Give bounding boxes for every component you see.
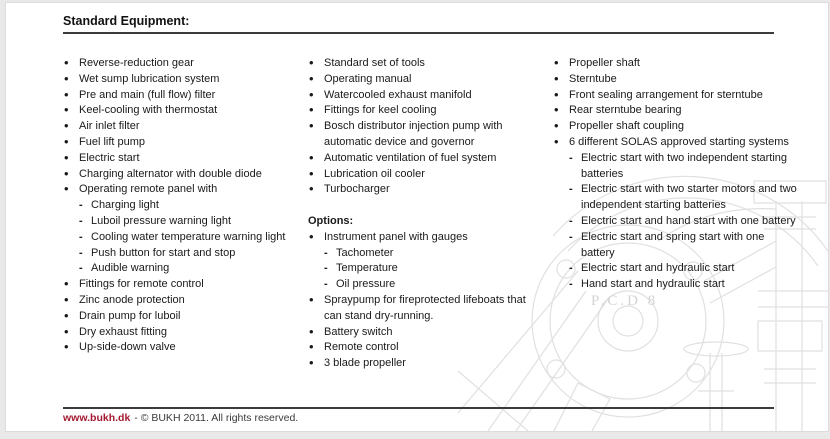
footer-divider	[63, 407, 774, 409]
sub-list-item: - Electric start and spring start with one battery	[553, 230, 797, 262]
list-item: • Reverse-reduction gear	[63, 56, 296, 72]
sub-list-item: - Electric start with two starter motors and two independent starting batteries	[553, 182, 797, 214]
sub-list-item: - Temperature	[308, 261, 541, 277]
list-item: • Bosch distributor injection pump with automatic device and governor	[308, 119, 541, 151]
list-item: • Remote control	[308, 340, 541, 356]
list-item: • Rear sterntube bearing	[553, 103, 797, 119]
list-item: • Front sealing arrangement for sterntube	[553, 88, 797, 104]
equipment-column-2	[308, 56, 553, 372]
list-item: • Automatic ventilation of fuel system	[308, 151, 541, 167]
page-title: Standard Equipment:	[63, 14, 190, 28]
list-item: • Keel-cooling with thermostat	[63, 103, 296, 119]
list-item: • Standard set of tools	[308, 56, 541, 72]
header-divider	[63, 32, 774, 34]
list-item: • Instrument panel with gauges	[308, 230, 541, 246]
list-item: • Dry exhaust fitting	[63, 325, 296, 341]
drawing-watermark-text: P.C.D 8	[591, 293, 659, 309]
equipment-column-1	[63, 56, 308, 372]
sub-list-item: - Oil pressure	[308, 277, 541, 293]
list-item: • Zinc anode protection	[63, 293, 296, 309]
sub-list-item: - Push button for start and stop	[63, 246, 296, 262]
list-item: • Operating manual	[308, 72, 541, 88]
sub-list-item: - Charging light	[63, 198, 296, 214]
list-item: • Wet sump lubrication system	[63, 72, 296, 88]
list-item: • Propeller shaft coupling	[553, 119, 797, 135]
list-item: • Air inlet filter	[63, 119, 296, 135]
sub-list-item: - Electric start and hydraulic start	[553, 261, 797, 277]
list-item: • Up-side-down valve	[63, 340, 296, 356]
list-item: • Pre and main (full flow) filter	[63, 88, 296, 104]
sub-list-item: - Luboil pressure warning light	[63, 214, 296, 230]
sub-list-item: - Hand start and hydraulic start	[553, 277, 797, 293]
list-item: • Fittings for remote control	[63, 277, 296, 293]
list-item: • Battery switch	[308, 325, 541, 341]
list-item: • Lubrication oil cooler	[308, 167, 541, 183]
sub-list-item: - Tachometer	[308, 246, 541, 262]
document-page	[5, 2, 829, 432]
list-item: • Propeller shaft	[553, 56, 797, 72]
copyright-text: - © BUKH 2011. All rights reserved.	[134, 412, 299, 424]
list-item: • Watercooled exhaust manifold	[308, 88, 541, 104]
list-item: • Turbocharger	[308, 182, 541, 198]
list-item: • Charging alternator with double diode	[63, 167, 296, 183]
equipment-column-3	[553, 56, 809, 372]
list-item: • Electric start	[63, 151, 296, 167]
list-item: • Fittings for keel cooling	[308, 103, 541, 119]
list-item: • Fuel lift pump	[63, 135, 296, 151]
list-item: • Operating remote panel with	[63, 182, 296, 198]
list-item: • 3 blade propeller	[308, 356, 541, 372]
sub-list-item: - Audible warning	[63, 261, 296, 277]
spacer	[308, 198, 541, 214]
website-link[interactable]: www.bukh.dk	[63, 412, 131, 424]
list-item: • Spraypump for fireprotected lifeboats that can stand dry-running.	[308, 293, 541, 325]
section-header: Options:	[308, 214, 354, 227]
list-item: • 6 different SOLAS approved starting systems	[553, 135, 797, 151]
sub-list-item: - Cooling water temperature warning light	[63, 230, 296, 246]
list-item: • Sterntube	[553, 72, 797, 88]
list-item: • Drain pump for luboil	[63, 309, 296, 325]
equipment-columns	[63, 56, 823, 372]
footer	[63, 412, 298, 424]
sub-list-item: - Electric start and hand start with one battery	[553, 214, 797, 230]
sub-list-item: - Electric start with two independent starting batteries	[553, 151, 797, 183]
